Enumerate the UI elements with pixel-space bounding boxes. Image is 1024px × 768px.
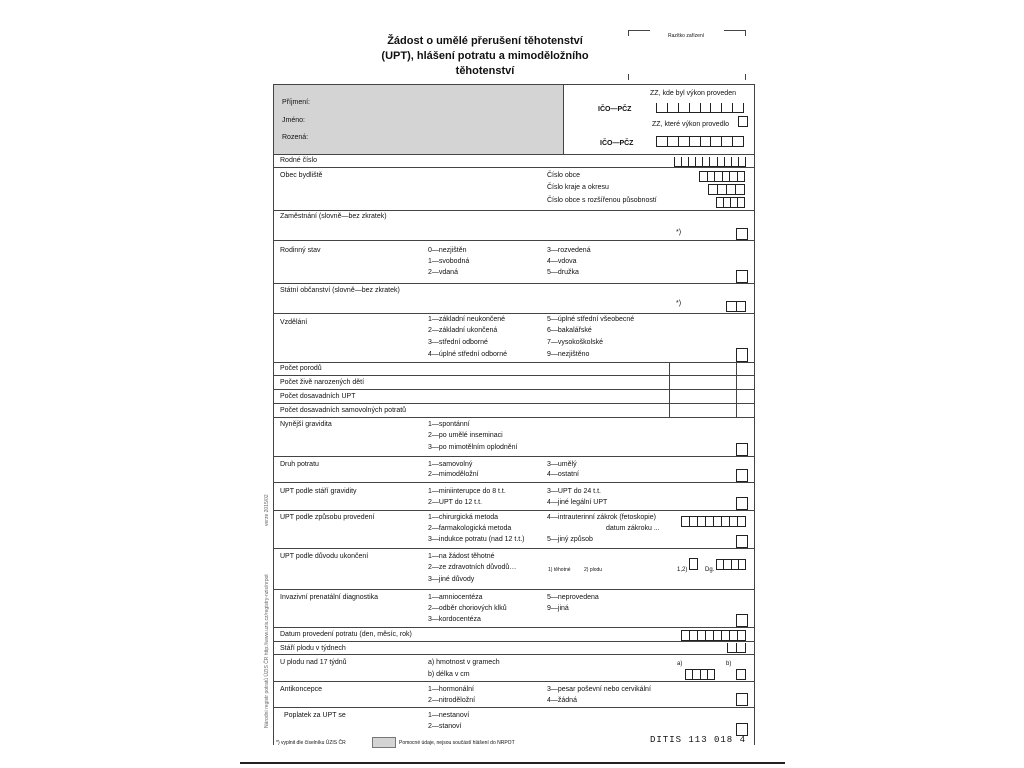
option-text: 3—jiné důvody xyxy=(428,576,475,583)
region-cells[interactable] xyxy=(708,184,745,195)
fetus-length-cells[interactable] xyxy=(736,669,746,680)
occupation-label: Zaměstnání (slovně—bez zkratek) xyxy=(280,213,387,220)
option-text: 1—spontánní xyxy=(428,421,470,428)
form-title xyxy=(380,34,590,79)
option-text: 0—nezjištěn xyxy=(428,247,467,254)
option-text: 1—chirurgická metoda xyxy=(428,514,499,521)
option-text: 2—vdaná xyxy=(428,269,458,276)
residence-label: Obec bydliště xyxy=(280,172,323,179)
title-line-2: (UPT), hlášení potratu a mimoděložního xyxy=(381,50,589,62)
option-text: 2—ze zdravotních důvodů… xyxy=(428,564,517,571)
marital-status-label: Rodinný stav xyxy=(280,247,321,254)
registry-side-text: Národní registr potratů ÚZIS ČR http://www.uzis.cz/registry-nzis/nrpot xyxy=(264,574,270,728)
option-text: 9—nezjištěno xyxy=(547,351,590,358)
previous-upt-count-label: Počet dosavadních UPT xyxy=(280,393,356,400)
fetus-age-cells[interactable] xyxy=(727,643,746,653)
option-text: b) xyxy=(726,661,732,667)
option-text: 4—žádná xyxy=(547,697,577,704)
fetus-age-label: Stáří plodu v týdnech xyxy=(280,645,346,652)
option-text: 4—intrauterinní zákrok (fetoskopie) xyxy=(547,514,656,521)
option-text: 3—indukce potratu (nad 12 t.t.) xyxy=(428,536,525,543)
ico-cells-2[interactable] xyxy=(656,136,744,147)
option-text: 4—vdova xyxy=(547,258,577,265)
version-side-text: verze 2015/02 xyxy=(264,494,270,526)
option-text: 2—odběr choriových klků xyxy=(428,605,507,612)
option-text: 1,2) xyxy=(677,567,688,573)
prenatal-diagnostics-box[interactable] xyxy=(736,614,748,627)
option-text: 7—vysokoškolské xyxy=(547,339,604,346)
surname-label: Příjmení: xyxy=(282,99,311,106)
option-text: 5—jiný způsob xyxy=(547,536,593,543)
ico-cells-1[interactable] xyxy=(656,103,744,113)
orp-cells[interactable] xyxy=(716,197,745,208)
option-text: 2—základní ukončená xyxy=(428,327,498,334)
abortion-date-cells[interactable] xyxy=(681,630,746,641)
option-text: 2) plodu xyxy=(584,567,603,573)
option-text: a) xyxy=(677,661,683,667)
stamp-label: Razítko zařízení xyxy=(668,33,705,39)
legend-swatch xyxy=(372,737,396,748)
pcz-box-1[interactable] xyxy=(738,116,748,127)
footer-note: *) vyplnit dle číselníku ÚZIS ČR xyxy=(276,740,346,746)
municipality-number-label: Číslo obce xyxy=(547,172,581,179)
option-text: 1) těhotné xyxy=(548,567,571,573)
option-text: 3—střední odborné xyxy=(428,339,488,346)
ico-pcz-label-2: IČO—PČZ xyxy=(600,140,634,147)
fetus-over-17-label: U plodu nad 17 týdnů xyxy=(280,659,347,666)
zz-label-2: ZZ, které výkon provedlo xyxy=(652,121,730,128)
option-text: 3—kordocentéza xyxy=(428,616,481,623)
option-text: 1—samovolný xyxy=(428,461,473,468)
upt-reason-label: UPT podle důvodu ukončení xyxy=(280,553,369,560)
birthname-label: Rozená: xyxy=(282,134,309,141)
municipality-cells[interactable] xyxy=(699,171,745,182)
option-text: 5—neprovedena xyxy=(547,594,599,601)
option-text: Dg. xyxy=(705,567,715,573)
fetus-weight-cells[interactable] xyxy=(685,669,715,680)
option-text: 3—pesar poševní nebo cervikální xyxy=(547,686,651,693)
ico-pcz-label-1: IČO—PČZ xyxy=(598,106,632,113)
name-label: Jméno: xyxy=(282,117,305,124)
option-text: 3—rozvedená xyxy=(547,247,591,254)
abortion-type-label: Druh potratu xyxy=(280,461,319,468)
contraception-label: Antikoncepce xyxy=(280,686,323,693)
upt-method-box[interactable] xyxy=(736,535,748,548)
fee-label: Poplatek za UPT se xyxy=(284,712,346,719)
option-text: 4—úplné střední odborné xyxy=(428,351,507,358)
option-text: 2—UPT do 12 t.t. xyxy=(428,499,482,506)
option-text: 5—družka xyxy=(547,269,579,276)
option-text: 1—nestanoví xyxy=(428,712,470,719)
marital-status-box[interactable] xyxy=(736,270,748,283)
citizenship-cells[interactable] xyxy=(726,301,746,312)
option-text: 3—UPT do 24 t.t. xyxy=(547,488,601,495)
upt-by-age-label: UPT podle stáří gravidity xyxy=(280,488,357,495)
previous-miscarriages-label: Počet dosavadních samovolných potratů xyxy=(280,407,407,414)
extended-municipality-label: Číslo obce s rozšířenou působností xyxy=(547,197,657,204)
option-text: 2—stanoví xyxy=(428,723,462,730)
title-line-1: Žádost o umělé přerušení těhotenství xyxy=(387,35,583,47)
reason-box[interactable] xyxy=(689,558,698,570)
option-text: 1—amniocentéza xyxy=(428,594,483,601)
option-text: 1—základní neukončené xyxy=(428,316,506,323)
personal-data-panel xyxy=(274,85,563,154)
option-text: 1—na žádost těhotné xyxy=(428,553,495,560)
option-text: 6—bakalářské xyxy=(547,327,592,334)
option-text: 4—jiné legální UPT xyxy=(547,499,608,506)
option-text: 3—umělý xyxy=(547,461,577,468)
birth-number-label: Rodné číslo xyxy=(280,157,317,164)
option-text: 2—nitroděložní xyxy=(428,697,476,704)
option-text: 5—úplné střední všeobecné xyxy=(547,316,635,323)
prenatal-diagnostics-label: Invazivní prenatální diagnostika xyxy=(280,594,379,601)
education-box[interactable] xyxy=(736,348,748,362)
legend-text: Pomocné údaje, nejsou součástí hlášení do NRPOT xyxy=(399,740,515,746)
abortion-date-label: Datum provedení potratu (den, měsíc, rok) xyxy=(280,631,412,638)
contraception-box[interactable] xyxy=(736,693,748,706)
option-text: datum zákroku ... xyxy=(606,525,660,532)
stamp-area xyxy=(628,30,746,80)
citizenship-label: Státní občanství (slovně—bez zkratek) xyxy=(280,287,400,294)
option-text: 1—hormonální xyxy=(428,686,474,693)
option-text: 3—po mimotělním oplodnění xyxy=(428,444,518,451)
pregnancy-box[interactable] xyxy=(736,443,748,456)
births-count-label: Počet porodů xyxy=(280,365,322,372)
procedure-date-cells[interactable] xyxy=(681,516,746,527)
occupation-note-mark: *) xyxy=(676,229,682,236)
citizenship-note-mark: *) xyxy=(676,300,682,307)
abortion-type-box[interactable] xyxy=(736,469,748,482)
option-text: 2—po umělé inseminaci xyxy=(428,432,503,439)
option-text: 2—farmakologická metoda xyxy=(428,525,512,532)
upt-age-box[interactable] xyxy=(736,497,748,510)
region-number-label: Číslo kraje a okresu xyxy=(547,184,609,191)
bottom-rule xyxy=(240,762,785,764)
option-text: 4—ostatní xyxy=(547,471,579,478)
live-births-count-label: Počet živě narozených dětí xyxy=(280,379,365,386)
option-text: 9—jiná xyxy=(547,605,569,612)
diagnosis-cells[interactable] xyxy=(716,559,746,570)
education-label: Vzdělání xyxy=(280,319,308,326)
title-line-3: těhotenství xyxy=(455,65,515,77)
option-text: 1—miniinterupce do 8 t.t. xyxy=(428,488,506,495)
form-code: DITIS 113 018 4 xyxy=(650,735,747,745)
zz-label-1: ZZ, kde byl výkon proveden xyxy=(650,90,736,97)
birth-number-cells[interactable] xyxy=(674,157,746,167)
option-text: b) délka v cm xyxy=(428,671,470,678)
occupation-box[interactable] xyxy=(736,228,748,240)
option-text: a) hmotnost v gramech xyxy=(428,659,500,666)
upt-method-label: UPT podle způsobu provedení xyxy=(280,514,375,521)
current-pregnancy-label: Nynější gravidita xyxy=(280,421,332,428)
option-text: 1—svobodná xyxy=(428,258,470,265)
option-text: 2—mimoděložní xyxy=(428,471,479,478)
